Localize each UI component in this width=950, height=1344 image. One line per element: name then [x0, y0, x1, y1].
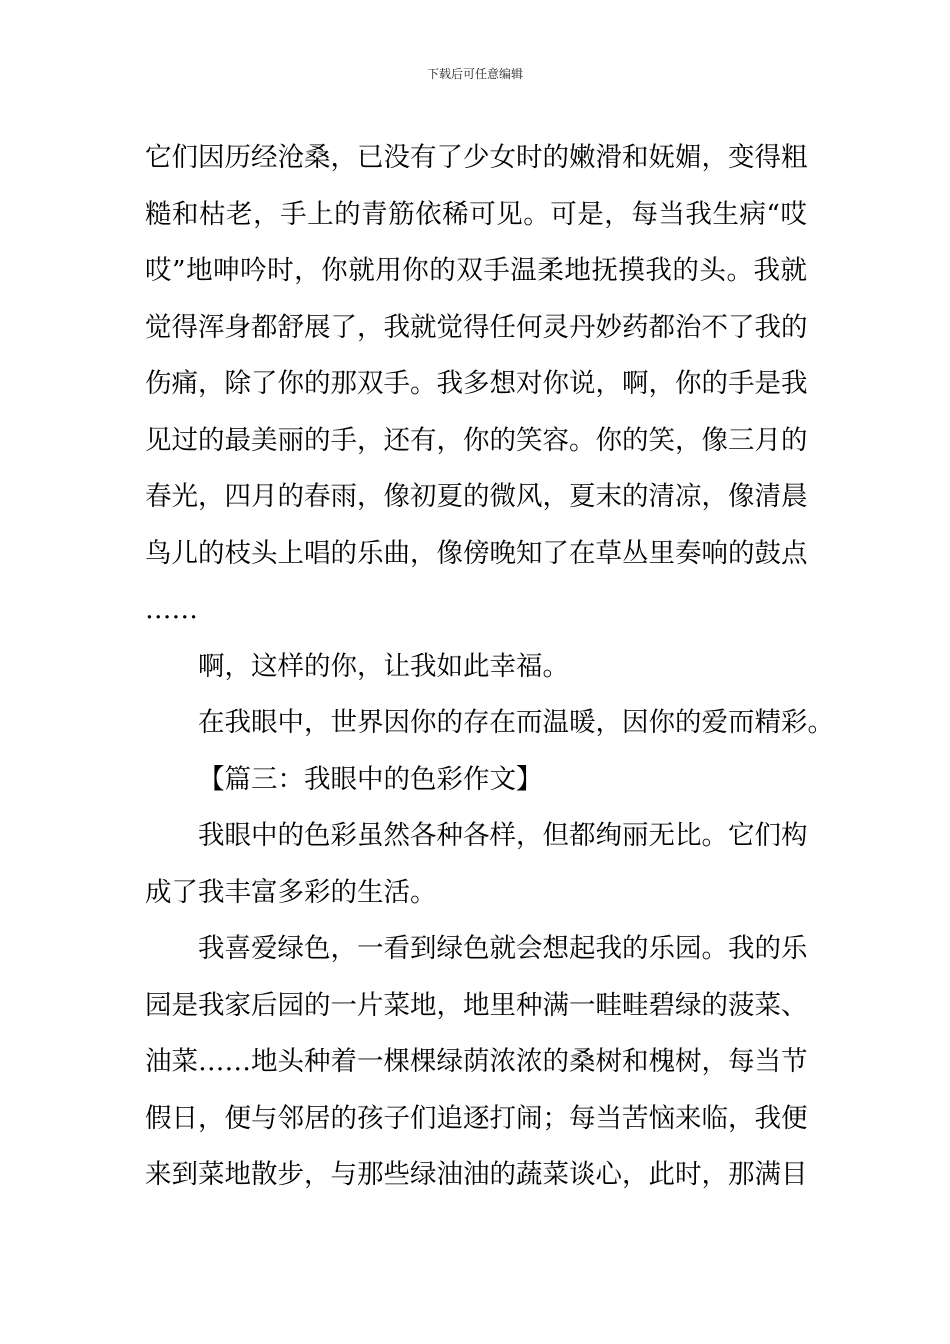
text-line: 哎”地呻吟时，你就用你的双手温柔地抚摸我的头。我就	[145, 255, 807, 286]
text-line: 它们因历经沧桑，已没有了少女时的嫩滑和妩媚，变得粗	[145, 142, 808, 173]
text-line: 我眼中的色彩虽然各种各样，但都绚丽无比。它们构	[198, 820, 808, 851]
text-line: 见过的最美丽的手，还有，你的笑容。你的笑，像三月的	[145, 424, 808, 456]
text-line: 我喜爱绿色，一看到绿色就会想起我的乐园。我的乐	[198, 933, 808, 964]
text-line: 春光，四月的春雨，像初夏的微风，夏末的清凉，像清晨	[145, 481, 808, 512]
text-line: 园是我家后园的一片菜地，地里种满一畦畦碧绿的菠菜、	[145, 989, 808, 1021]
text-line: 觉得浑身都舒展了，我就觉得任何灵丹妙药都治不了我的	[145, 311, 808, 343]
text-line: 在我眼中，世界因你的存在而温暖，因你的爱而精彩。	[198, 707, 834, 738]
text-line: 假日，便与邻居的孩子们追逐打闹；每当苦恼来临，我便	[145, 1102, 808, 1134]
text-line: 啊，这样的你，让我如此幸福。	[198, 650, 569, 682]
text-line: 伤痛，除了你的那双手。我多想对你说，啊，你的手是我	[145, 368, 808, 399]
essay-body	[145, 130, 834, 1204]
text-line: ……	[145, 594, 198, 625]
text-line: 鸟儿的枝头上唱的乐曲，像傍晚知了在草丛里奏响的鼓点	[145, 537, 808, 569]
text-line: 【篇三：我眼中的色彩作文】	[198, 763, 543, 795]
text-line: 糙和枯老，手上的青筋依稀可见。可是，每当我生病“哎	[145, 198, 807, 230]
page-header: 下载后可任意编辑	[426, 67, 523, 81]
text-line: 油菜……地头种着一棵棵绿荫浓浓的桑树和槐树，每当节	[145, 1046, 808, 1077]
text-line: 成了我丰富多彩的生活。	[145, 876, 437, 908]
text-line: 来到菜地散步，与那些绿油油的蔬菜谈心，此时，那满目	[145, 1159, 808, 1190]
